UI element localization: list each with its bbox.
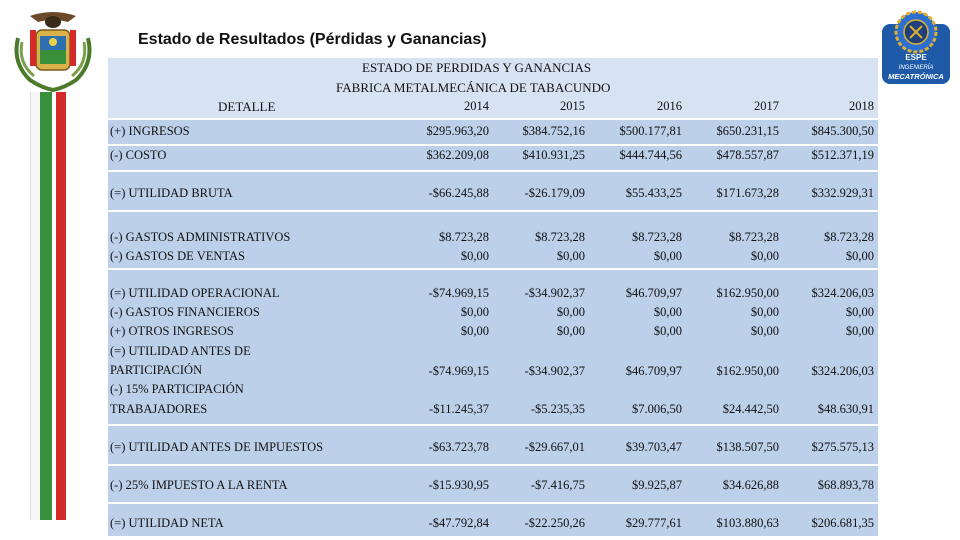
row-label: (=) UTILIDAD OPERACIONAL (110, 286, 280, 300)
cell-value: $8.723,28 (729, 230, 779, 244)
cell-value: $46.709,97 (625, 364, 682, 378)
cell-value: $46.709,97 (625, 286, 682, 300)
cell-value: -$29.667,01 (524, 440, 585, 454)
cell-value: -$34.902,37 (524, 286, 585, 300)
cell-value: $362.209,08 (426, 148, 489, 162)
cell-value: $206.681,35 (811, 516, 874, 530)
row-label: (=) UTILIDAD ANTES DE IMPUESTOS (110, 440, 324, 454)
cell-value: $275.575,13 (811, 440, 874, 454)
table-heading-line2: FABRICA METALMECÁNICA DE TABACUNDO (336, 80, 611, 95)
cell-value: $650.231,15 (716, 124, 779, 138)
row-label: (-) GASTOS DE VENTAS (110, 249, 245, 263)
cell-value: $478.557,87 (716, 148, 779, 162)
cell-value: $410.931,25 (522, 148, 585, 162)
logo-line1: ESPE (905, 53, 927, 62)
year-header-2018: 2018 (849, 99, 874, 113)
cell-value: $0,00 (653, 324, 682, 338)
row-label: (-) GASTOS ADMINISTRATIVOS (110, 230, 291, 244)
year-header-2016: 2016 (657, 99, 682, 113)
logo-line2: INGENIERÍA (898, 65, 934, 71)
detail-column-header: DETALLE (218, 99, 276, 114)
cell-value: $171.673,28 (716, 186, 779, 200)
page-title: Estado de Resultados (Pérdidas y Ganancias) (138, 31, 487, 48)
cell-value: $8.723,28 (824, 230, 874, 244)
cell-value: $332.929,31 (811, 186, 874, 200)
cell-value: $845.300,50 (811, 124, 874, 138)
cell-value: $324.206,03 (811, 286, 874, 300)
cell-value: $7.006,50 (632, 402, 682, 416)
row-label: (+) OTROS INGRESOS (110, 324, 234, 338)
cell-value: $162.950,00 (716, 364, 779, 378)
cell-value: -$34.902,37 (524, 364, 585, 378)
cell-value: $295.963,20 (426, 124, 489, 138)
row-label: (=) UTILIDAD BRUTA (110, 186, 233, 200)
cell-value: -$26.179,09 (524, 186, 585, 200)
cell-value: -$47.792,84 (428, 516, 489, 530)
cell-value: $0,00 (556, 249, 585, 263)
stripe-red (56, 92, 66, 520)
row-label-line1: (=) UTILIDAD ANTES DE (110, 344, 251, 358)
cell-value: $0,00 (460, 305, 489, 319)
year-header-2015: 2015 (560, 99, 585, 113)
year-header-2014: 2014 (464, 99, 489, 113)
row-label-line2: PARTICIPACIÓN (110, 363, 203, 377)
cell-value: $0,00 (750, 305, 779, 319)
cell-value: $0,00 (750, 249, 779, 263)
cell-value: -$63.723,78 (428, 440, 489, 454)
cell-value: $444.744,56 (619, 148, 682, 162)
cell-value: $34.626,88 (722, 478, 779, 492)
cell-value: $0,00 (845, 305, 874, 319)
cell-value: $48.630,91 (817, 402, 874, 416)
cell-value: $0,00 (845, 324, 874, 338)
cell-value: $162.950,00 (716, 286, 779, 300)
cell-value: $138.507,50 (716, 440, 779, 454)
row-label: (=) UTILIDAD NETA (110, 516, 224, 530)
cell-value: $0,00 (556, 324, 585, 338)
row-label-line2: TRABAJADORES (110, 402, 208, 416)
table-heading-line1: ESTADO DE PERDIDAS Y GANANCIAS (362, 60, 592, 75)
cell-value: $0,00 (653, 305, 682, 319)
cell-value: $55.433,25 (625, 186, 682, 200)
cell-value: $24.442,50 (722, 402, 779, 416)
cell-value: -$11.245,37 (429, 402, 489, 416)
stripe-green (40, 92, 52, 520)
cell-value: -$7.416,75 (530, 478, 585, 492)
cell-value: $0,00 (653, 249, 682, 263)
cell-value: $29.777,61 (625, 516, 682, 530)
cell-value: $9.925,87 (632, 478, 682, 492)
espe-mecatronica-logo (880, 6, 952, 86)
cell-value: $8.723,28 (535, 230, 585, 244)
cell-value: $0,00 (750, 324, 779, 338)
cell-value: -$74.969,15 (428, 364, 489, 378)
cell-value: $500.177,81 (619, 124, 682, 138)
cell-value: $0,00 (845, 249, 874, 263)
cell-value: -$22.250,26 (524, 516, 585, 530)
cell-value: $512.371,19 (811, 148, 874, 162)
row-label: (-) GASTOS FINANCIEROS (110, 305, 260, 319)
row-label: (+) INGRESOS (110, 124, 190, 138)
cell-value: $68.893,78 (817, 478, 874, 492)
flag-stripes (30, 92, 66, 520)
cell-value: $103.880,63 (716, 516, 779, 530)
cell-value: -$15.930,95 (428, 478, 489, 492)
cell-value: -$74.969,15 (428, 286, 489, 300)
cell-value: $39.703,47 (625, 440, 682, 454)
cell-value: $8.723,28 (632, 230, 682, 244)
cell-value: $0,00 (460, 324, 489, 338)
coat-of-arms-icon (8, 8, 98, 92)
year-header-2017: 2017 (754, 99, 779, 113)
cell-value: -$66.245,88 (428, 186, 489, 200)
row-label: (-) COSTO (110, 148, 167, 162)
cell-value: $384.752,16 (522, 124, 585, 138)
cell-value: -$5.235,35 (530, 402, 585, 416)
income-statement-table (108, 58, 878, 536)
cell-value: $8.723,28 (439, 230, 489, 244)
row-label-line1: (-) 15% PARTICIPACIÓN (110, 382, 244, 396)
row-label: (-) 25% IMPUESTO A LA RENTA (110, 478, 288, 492)
cell-value: $324.206,03 (811, 364, 874, 378)
cell-value: $0,00 (556, 305, 585, 319)
logo-line3: MECATRÓNICA (888, 72, 944, 81)
cell-value: $0,00 (460, 249, 489, 263)
